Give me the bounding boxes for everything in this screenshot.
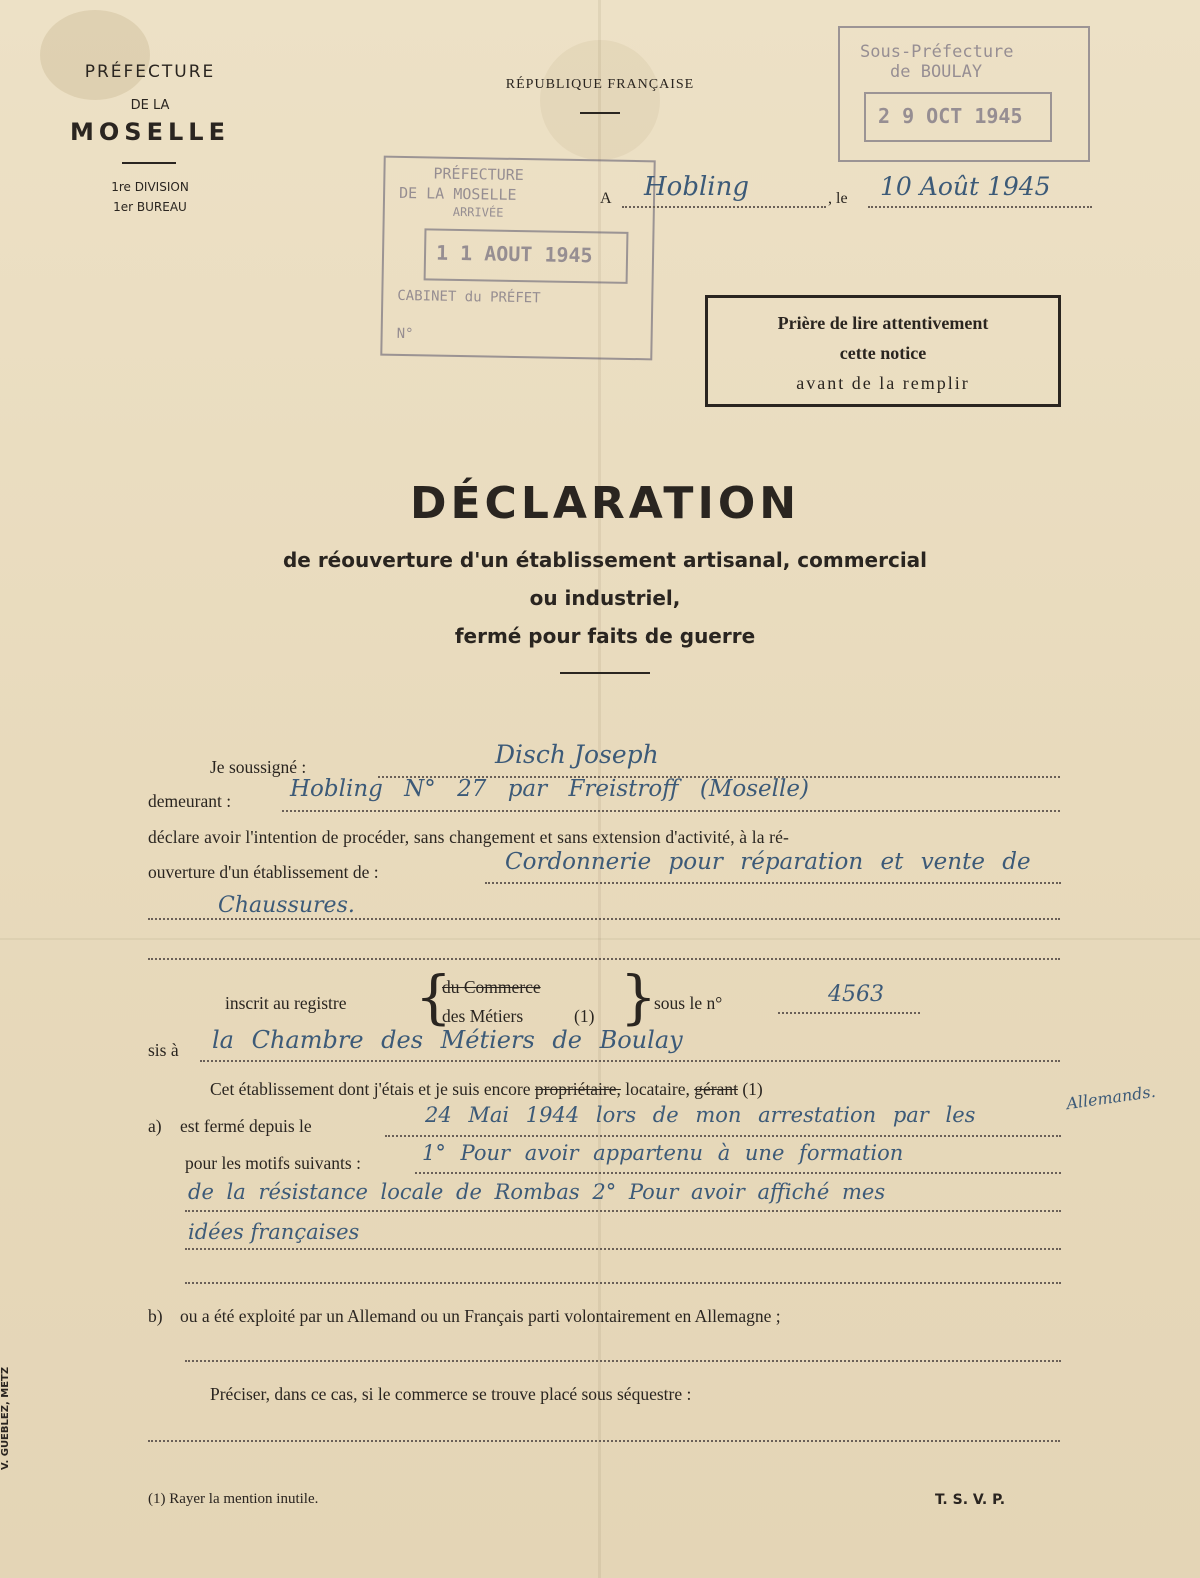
- sis-value: la Chambre des Métiers de Boulay: [212, 1026, 683, 1054]
- place-a-label: A: [600, 190, 612, 207]
- notice-line3: avant de la remplir: [796, 373, 970, 393]
- title-sub3: fermé pour faits de guerre: [454, 624, 756, 648]
- numero-dotted-line: [778, 1012, 920, 1014]
- stamp-l-date-box: [424, 228, 629, 284]
- stamp-tr-line2: de BOULAY: [890, 62, 983, 82]
- header-divider-center: [580, 112, 620, 114]
- ferme-label: est fermé depuis le: [180, 1116, 312, 1136]
- declare-line1: déclare avoir l'intention de procéder, sans changement et sans extension d'activité, à la ré-: [148, 827, 790, 847]
- ferme-dotted-line: [385, 1135, 1061, 1137]
- printer-mark: V. GUEBLEZ, METZ: [0, 1366, 11, 1470]
- b-text: ou a été exploité par un Allemand ou un Français parti volontairement en Allemagne ;: [180, 1306, 781, 1326]
- etablissement-value-2: Chaussures.: [218, 893, 355, 918]
- brace-right: }: [620, 963, 657, 1031]
- date-le-label: , le: [828, 190, 848, 207]
- demeurant-dotted-line: [282, 810, 1060, 812]
- motifs-value-1: 1° Pour avoir appartenu à une formation: [422, 1141, 904, 1165]
- stamp-prefecture-arrivee: [380, 156, 655, 361]
- stamp-l-date: 1 1 AOUT 1945: [435, 240, 593, 268]
- sis-label: sis à: [148, 1040, 179, 1060]
- inscrit-label: inscrit au registre: [225, 993, 347, 1013]
- stain-top-left: [40, 10, 150, 100]
- stamp-l-line1: PRÉFECTURE: [433, 164, 524, 185]
- demeurant-value: Hobling N° 27 par Freistroff (Moselle): [290, 776, 809, 802]
- title-sub1: de réouverture d'un établissement artisanal, commercial: [282, 548, 928, 572]
- header-divider-left: [122, 162, 176, 164]
- prefecture-line1: PRÉFECTURE: [84, 62, 216, 82]
- stamp-sous-prefecture: [838, 26, 1090, 162]
- numero-label: sous le n°: [654, 993, 723, 1013]
- etab-note: (1): [742, 1079, 763, 1099]
- notice-line1: Prière de lire attentivement: [777, 313, 989, 333]
- footer-note: (1) Rayer la mention inutile.: [148, 1491, 319, 1507]
- stain-top-center: [540, 40, 660, 160]
- stamp-l-line2: DE LA MOSELLE: [398, 183, 517, 204]
- declare-line2: ouverture d'un établissement de :: [148, 862, 379, 882]
- brace-left: {: [415, 963, 452, 1031]
- stamp-tr-date-box: [864, 92, 1052, 142]
- title-sub2: ou industriel,: [529, 586, 681, 610]
- ferme-annotation: Allemands.: [1065, 1081, 1157, 1114]
- preciser-dotted-line: [148, 1440, 1060, 1442]
- ferme-value: 24 Mai 1944 lors de mon arrestation par les: [425, 1103, 976, 1127]
- a-label: a): [148, 1116, 162, 1136]
- motifs-value-2: de la résistance locale de Rombas 2° Pour avoir affiché mes: [188, 1180, 886, 1204]
- sis-dotted-line: [200, 1060, 1060, 1062]
- etab-status-line: [210, 1079, 763, 1100]
- fold-line-horizontal: [0, 938, 1200, 940]
- etablissement-dotted-line-1: [485, 882, 1061, 884]
- motifs-label: pour les motifs suivants :: [185, 1153, 361, 1173]
- soussigne-value: Disch Joseph: [495, 740, 659, 769]
- registre-note: (1): [574, 1006, 595, 1026]
- stamp-tr-line1: Sous-Préfecture: [860, 42, 1014, 62]
- soussigne-label: Je soussigné :: [210, 757, 307, 777]
- document-title: DÉCLARATION: [409, 478, 801, 529]
- b-dotted-line: [185, 1360, 1061, 1362]
- bureau-label: 1er BUREAU: [113, 200, 187, 214]
- prefecture-line3: MOSELLE: [70, 118, 230, 146]
- etab-proprietaire: propriétaire,: [534, 1079, 621, 1099]
- stamp-l-line4: CABINET du PRÉFET: [397, 287, 541, 307]
- registre-option-commerce: du Commerce: [442, 977, 541, 997]
- footer-tsvp: T. S. V. P.: [935, 1492, 1006, 1508]
- title-divider: [560, 672, 650, 674]
- etablissement-value-1: Cordonnerie pour réparation et vente de: [505, 849, 1031, 875]
- motifs-dotted-line-2: [185, 1210, 1061, 1212]
- demeurant-label: demeurant :: [148, 791, 232, 811]
- date-dotted-line: [868, 206, 1092, 208]
- etablissement-dotted-line-2: [148, 918, 1060, 920]
- division-label: 1re DIVISION: [111, 180, 189, 194]
- notice-line2: cette notice: [839, 343, 927, 363]
- etab-line-start: Cet établissement dont j'étais et je suis encore: [210, 1079, 531, 1099]
- republic-header: RÉPUBLIQUE FRANÇAISE: [505, 77, 695, 92]
- etablissement-dotted-line-3: [148, 958, 1060, 960]
- preciser-text: Préciser, dans ce cas, si le commerce se trouve placé sous séquestre :: [210, 1384, 692, 1404]
- place-value: Hobling: [644, 172, 749, 202]
- date-value: 10 Août 1945: [880, 172, 1051, 201]
- motifs-dotted-line-4: [185, 1282, 1061, 1284]
- motifs-dotted-line-1: [415, 1172, 1061, 1174]
- b-label: b): [148, 1306, 163, 1326]
- prefecture-line2: DE LA: [130, 98, 170, 113]
- stamp-l-line3: ARRIVÉE: [452, 204, 504, 220]
- numero-value: 4563: [828, 982, 884, 1007]
- notice-box: [705, 295, 1061, 407]
- place-dotted-line: [622, 206, 826, 208]
- stamp-l-line5: N°: [396, 325, 414, 343]
- registre-option-metiers: des Métiers: [442, 1006, 524, 1026]
- stamp-tr-date: 2 9 OCT 1945: [878, 104, 1023, 128]
- etab-locataire: locataire,: [625, 1079, 690, 1099]
- motifs-dotted-line-3: [185, 1248, 1061, 1250]
- etab-gerant: gérant: [694, 1079, 738, 1099]
- motifs-value-3: idées françaises: [188, 1220, 360, 1244]
